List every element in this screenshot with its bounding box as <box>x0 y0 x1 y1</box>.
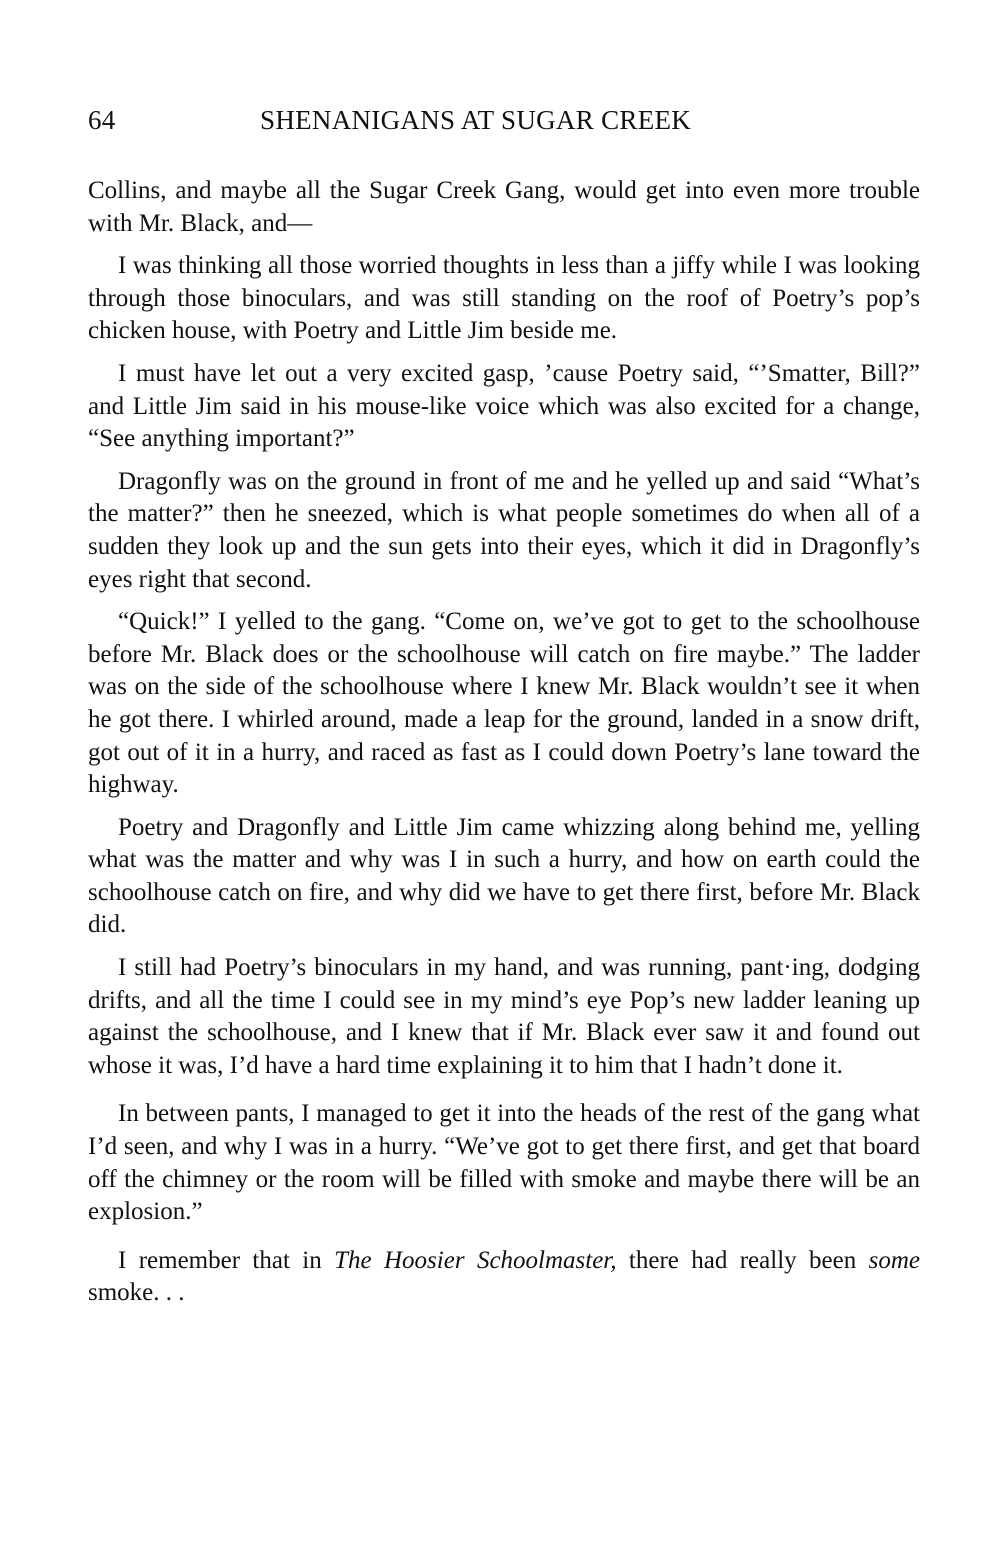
paragraph-9-middle: there had really been <box>616 1246 869 1274</box>
paragraph-9 <box>88 1245 920 1310</box>
book-title: SHENANIGANS AT SUGAR CREEK <box>260 105 692 135</box>
paragraph-7: I still had Poetry’s binoculars in my hand, and was running, pant·ing, dodging drifts, and all the time I could see in my mind’s eye Pop’s new ladder leaning up against the schoolhouse, and I knew that if Mr. Black ever saw it and found out whose it was, I’d have a hard time explaining it to him that I hadn’t done it. <box>88 954 920 1079</box>
paragraph-4: Dragonfly was on the ground in front of me and he yelled up and said “What’s the matter?” then he sneezed, which is what people sometimes do when all of a sudden they look up and the sun gets into their eyes, which it did in Dragonfly’s eyes right that second. <box>88 467 920 593</box>
book-title-reference: The Hoosier Schoolmaster, <box>334 1246 617 1274</box>
body-text <box>88 175 920 1320</box>
paragraph-2: I was thinking all those worried thoughts in less than a jiffy while I was looking through those binoculars, and was still standing on the roof of Poetry’s pop’s chicken house, with Poetry and Little Jim beside me. <box>88 252 920 345</box>
paragraph-5: “Quick!” I yelled to the gang. “Come on, we’ve got to get to the schoolhouse before Mr. Black does or the schoolhouse will catch on fire maybe.” The ladder was on the side of the schoolhouse where I knew Mr. Black wouldn’t see it when he got there. I whirled around, made a leap for the ground, landed in a snow drift, got out of it in a hurry, and raced as fast as I could down Poetry’s lane toward the highway. <box>88 608 920 799</box>
emphasis-word: some <box>868 1246 920 1274</box>
paragraph-3: I must have let out a very excited gasp, ’cause Poetry said, “’Smatter, Bill?” and Little Jim said in his mouse-like voice which was also excited for a change, “See anything important?” <box>88 359 920 453</box>
paragraph-9-start: I remember that in <box>118 1246 335 1274</box>
page-number: 64 <box>88 105 116 135</box>
paragraph-1: Collins, and maybe all the Sugar Creek Gang, would get into even more trouble with Mr. Black, and— <box>88 177 920 237</box>
running-head <box>88 105 920 145</box>
paragraph-6: Poetry and Dragonfly and Little Jim came whizzing along behind me, yelling what was the matter and why was I in such a hurry, and how on earth could the schoolhouse catch on fire, and why did we have to get there first, before Mr. Black did. <box>88 813 920 939</box>
paragraph-9-end: smoke. . . <box>88 1279 185 1307</box>
paragraph-8: In between pants, I managed to get it into the heads of the rest of the gang what I’d seen, and why I was in a hurry. “We’ve got to get there first, and get that board off the chimney or the room will be filled with smoke and maybe there will be an explosion.” <box>88 1100 920 1226</box>
